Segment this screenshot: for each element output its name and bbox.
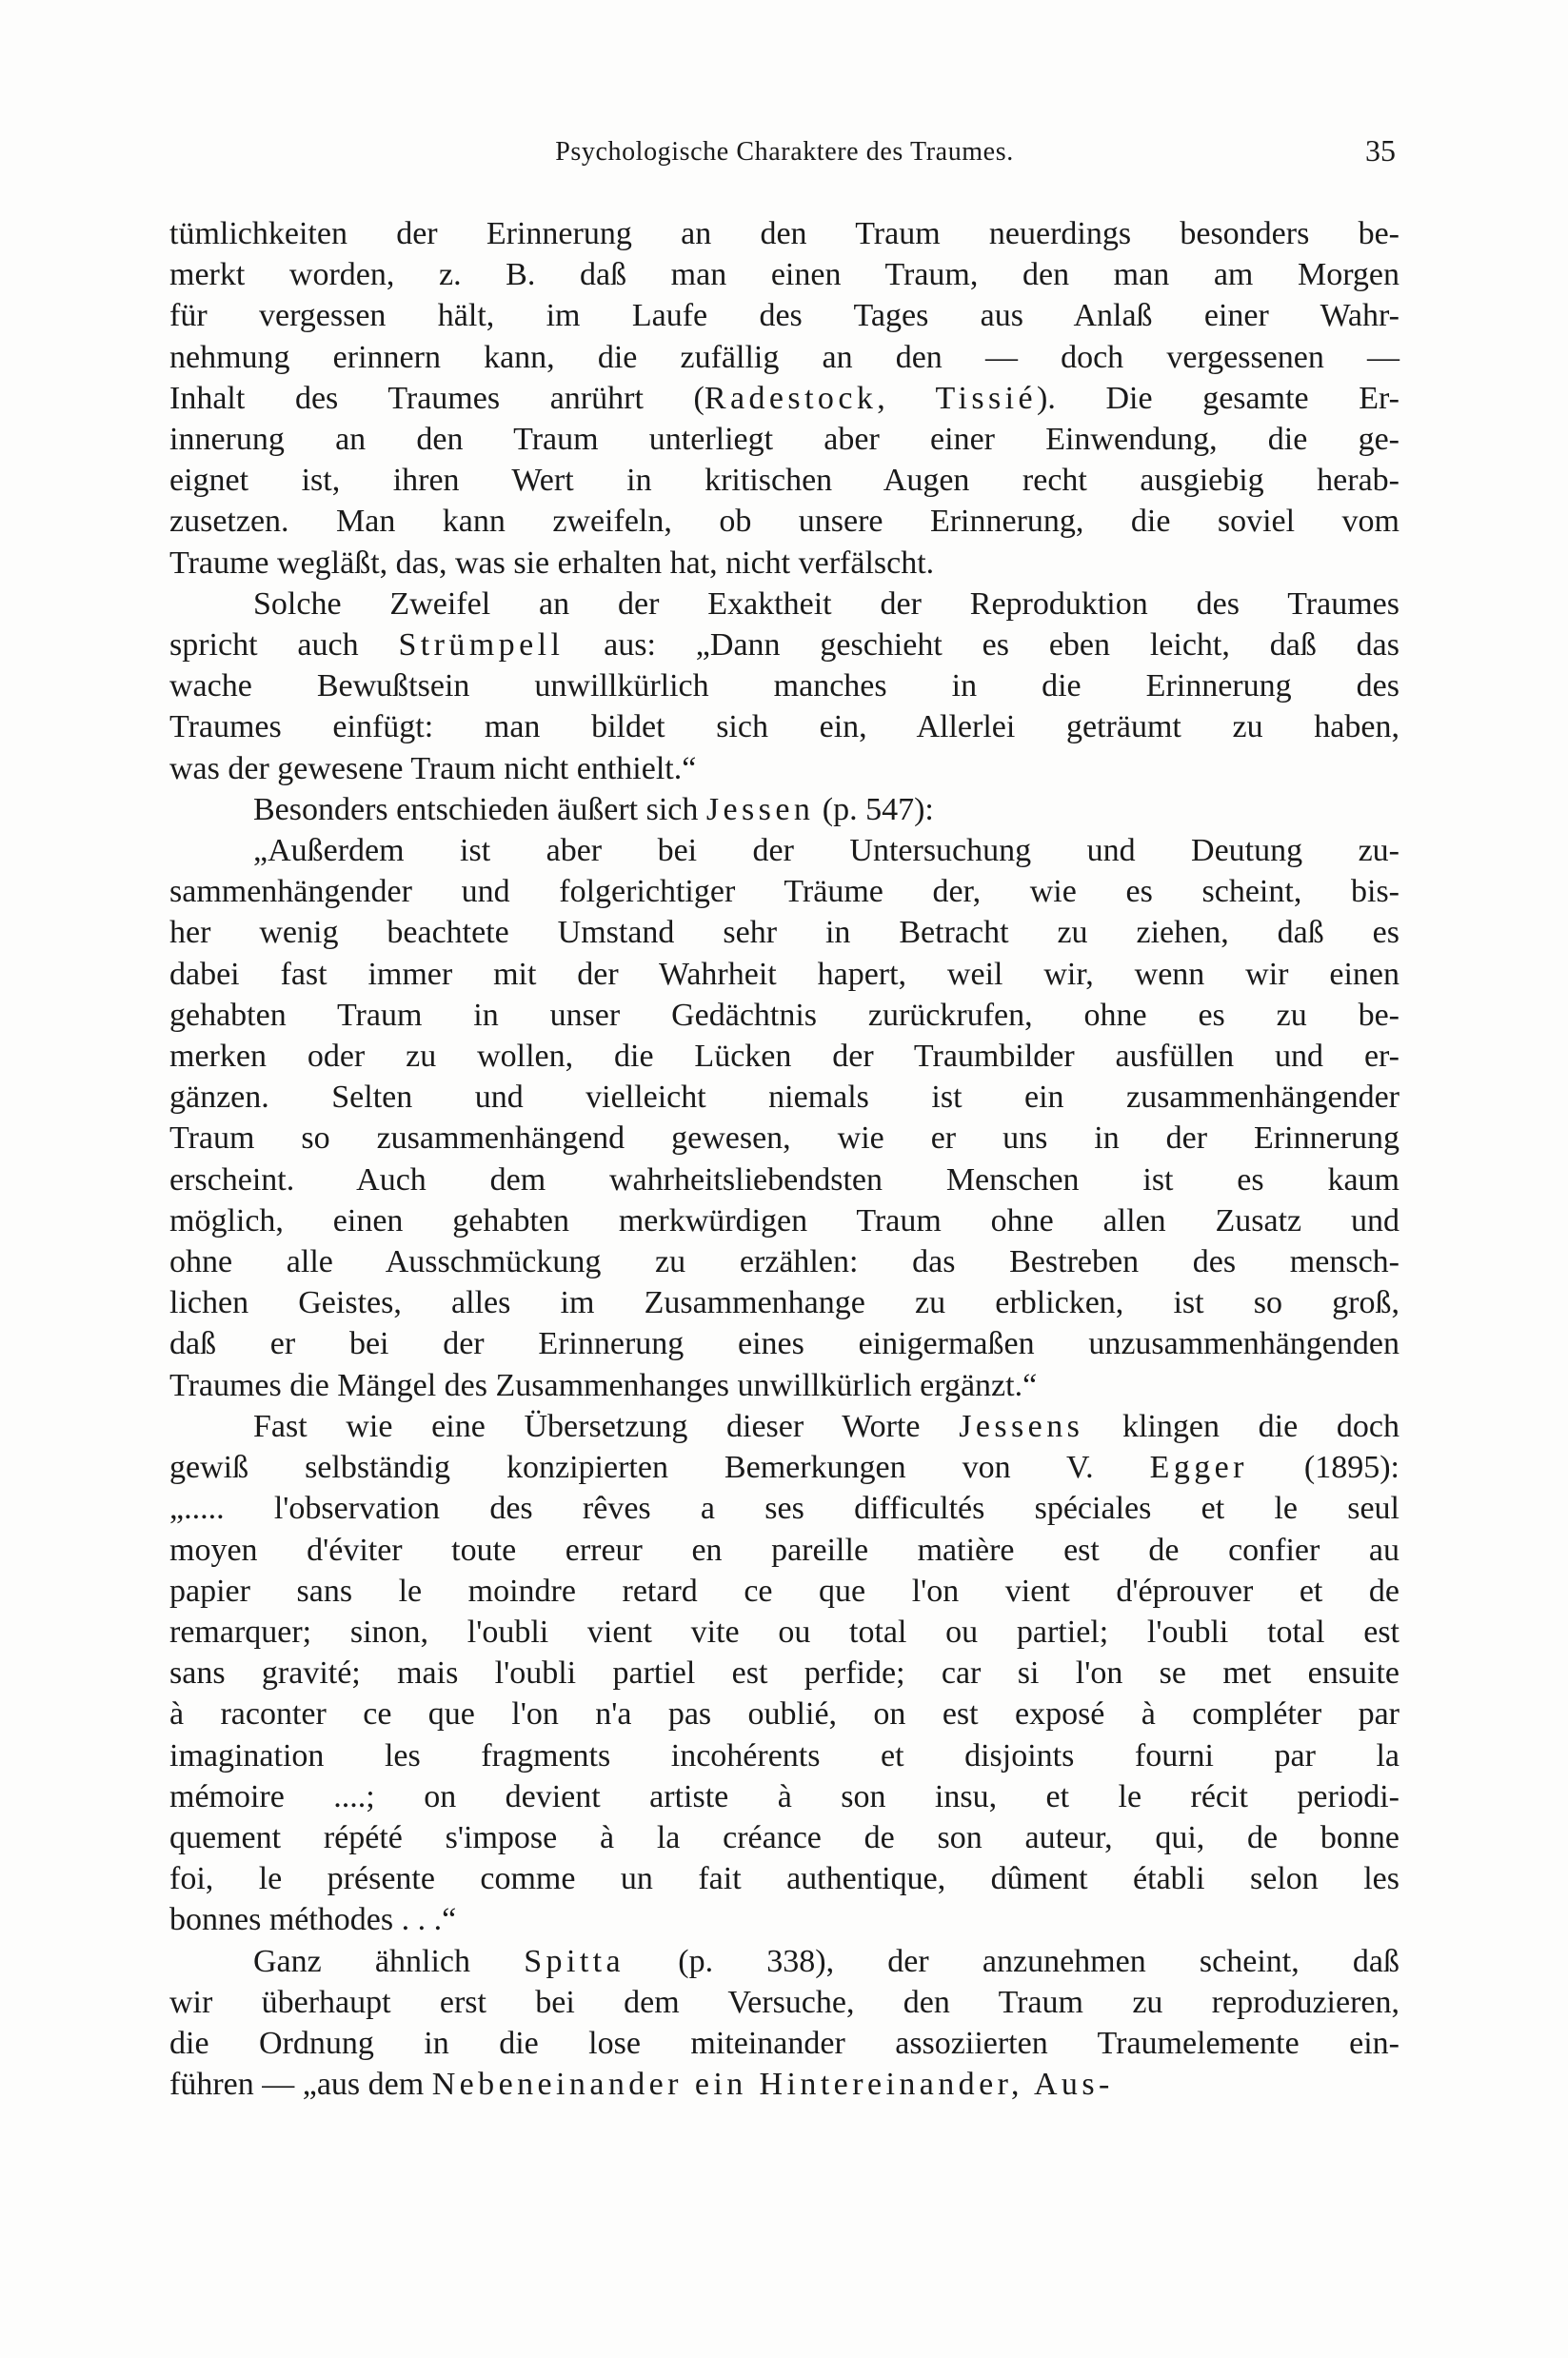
text-segment: gehabten Traum in unser Gedächtnis zurückrufen, ohne es zu be-	[169, 997, 1399, 1033]
text-segment: wir überhaupt erst bei dem Versuche, den Traum zu reproduzieren,	[169, 1984, 1399, 2020]
text-segment: für vergessen hält, im Laufe des Tages aus Anlaß einer Wahr-	[169, 298, 1399, 334]
paragraph	[169, 789, 1399, 830]
text-segment: (p. 547):	[814, 791, 934, 827]
text-segment: quement répété s'impose à la créance de son auteur, qui, de bonne	[169, 1819, 1399, 1855]
letterspaced-name: Tissié	[935, 380, 1037, 416]
text-line	[169, 706, 1399, 747]
text-line	[169, 584, 1399, 624]
text-segment: Traumes die Mängel des Zusammenhanges unwillkürlich ergänzt.“	[169, 1367, 1038, 1403]
text-line	[169, 1365, 1399, 1406]
text-segment: merken oder zu wollen, die Lücken der Traumbilder ausfüllen und er-	[169, 1039, 1399, 1075]
text-segment: Solche Zweifel an der Exaktheit der Reproduktion des Traumes	[253, 585, 1399, 622]
text-segment: erscheint. Auch dem wahrheitsliebendsten Menschen ist es kaum	[169, 1161, 1399, 1198]
running-title: Psychologische Charaktere des Traumes.	[555, 137, 1014, 167]
text-line	[169, 1200, 1399, 1241]
text-line	[169, 2023, 1399, 2064]
text-line	[169, 1077, 1399, 1118]
text-segment: (p. 338), der anzunehmen scheint, daß	[625, 1943, 1399, 1979]
page-header	[169, 133, 1399, 175]
text-segment: her wenig beachtete Umstand sehr in Betracht zu ziehen, daß es	[169, 915, 1399, 951]
text-segment: Ganz ähnlich	[253, 1943, 525, 1979]
text-line	[169, 789, 1399, 830]
text-line	[169, 1982, 1399, 2023]
letterspaced-name: Strümpell	[398, 627, 565, 664]
letterspaced-name: Egger	[1149, 1450, 1248, 1486]
text-segment: aus: „Dann geschieht es eben leicht, daß das	[564, 627, 1400, 664]
text-line	[169, 213, 1399, 254]
text-segment: bonnes méthodes . . .“	[169, 1902, 457, 1938]
text-segment: gewiß selbständig konzipierten Bemerkungen von V.	[169, 1450, 1150, 1486]
text-line	[169, 1036, 1399, 1077]
text-segment: Traum so zusammenhängend gewesen, wie er uns in der Erinnerung	[169, 1120, 1399, 1157]
text-segment: Traumes einfügt: man bildet sich ein, Allerlei geträumt zu haben,	[169, 709, 1399, 745]
text-segment: klingen die doch	[1083, 1408, 1399, 1444]
text-line	[169, 2064, 1399, 2105]
text-line	[169, 748, 1399, 789]
text-line	[169, 954, 1399, 995]
text-segment: dabei fast immer mit der Wahrheit hapert, weil wir, wenn wir einen	[169, 956, 1399, 992]
text-line	[169, 1488, 1399, 1529]
text-line	[169, 1530, 1399, 1571]
text-line	[169, 1694, 1399, 1734]
text-segment: ,	[877, 380, 936, 416]
text-segment: moyen d'éviter toute erreur en pareille matière est de confier au	[169, 1532, 1399, 1568]
text-line	[169, 1241, 1399, 1282]
text-segment: imagination les fragments incohérents et disjoints fourni par la	[169, 1737, 1399, 1773]
text-line	[169, 1447, 1399, 1488]
text-segment: mémoire ....; on devient artiste à son insu, et le récit periodi-	[169, 1778, 1399, 1814]
text-block	[169, 213, 1399, 2105]
text-line	[169, 460, 1399, 501]
text-segment: Besonders entschieden äußert sich	[253, 791, 706, 827]
text-line	[169, 1817, 1399, 1858]
text-line	[169, 1571, 1399, 1612]
text-line	[169, 1282, 1399, 1323]
text-line	[169, 1941, 1399, 1982]
text-segment: Fast wie eine Übersetzung dieser Worte	[253, 1408, 960, 1444]
text-segment: „..... l'observation des rêves a ses difficultés spéciales et le seul	[169, 1491, 1399, 1527]
text-line	[169, 1653, 1399, 1694]
paragraph	[169, 213, 1399, 584]
text-segment: ). Die gesamte Er-	[1037, 380, 1399, 416]
text-line	[169, 624, 1399, 665]
text-segment: foi, le présente comme un fait authentique, dûment établi selon les	[169, 1861, 1399, 1897]
text-line	[169, 543, 1399, 584]
text-line	[169, 295, 1399, 336]
text-segment: à raconter ce que l'on n'a pas oublié, on est exposé à compléter par	[169, 1696, 1399, 1733]
text-segment: spricht auch	[169, 627, 399, 664]
text-line	[169, 501, 1399, 542]
text-segment: sammenhängender und folgerichtiger Träume der, wie es scheint, bis-	[169, 874, 1399, 910]
text-segment: führen — „aus dem	[169, 2067, 432, 2103]
text-segment: daß er bei der Erinnerung eines einigermaßen unzusammenhängenden	[169, 1326, 1399, 1362]
text-segment: lichen Geistes, alles im Zusammenhange zu erblicken, ist so groß,	[169, 1285, 1399, 1321]
text-segment: wache Bewußtsein unwillkürlich manches in die Erinnerung des	[169, 668, 1399, 704]
text-line	[169, 1118, 1399, 1159]
text-segment: die Ordnung in die lose miteinander assoziierten Traumelemente ein-	[169, 2025, 1399, 2061]
letterspaced-name: Jessens	[959, 1408, 1084, 1444]
text-line	[169, 995, 1399, 1036]
text-segment: zusetzen. Man kann zweifeln, ob unsere Erinnerung, die soviel vom	[169, 504, 1399, 540]
paragraph	[169, 584, 1399, 789]
text-segment: gänzen. Selten und vielleicht niemals ist ein zusammenhängender	[169, 1080, 1399, 1116]
text-line	[169, 254, 1399, 295]
paragraph	[169, 1941, 1399, 2106]
letterspaced-name: Jessen	[705, 791, 815, 827]
paragraph	[169, 830, 1399, 1406]
letterspaced-name: Nebeneinander ein Hintereinander, Aus-	[431, 2067, 1114, 2103]
text-line	[169, 1612, 1399, 1653]
text-line	[169, 665, 1399, 706]
letterspaced-name: Radestock	[704, 380, 878, 416]
text-segment: „Außerdem ist aber bei der Untersuchung und Deutung zu-	[253, 833, 1399, 869]
page-number: 35	[1365, 133, 1396, 168]
paragraph	[169, 1406, 1399, 1941]
text-segment: möglich, einen gehabten merkwürdigen Traum ohne allen Zusatz und	[169, 1202, 1399, 1238]
text-segment: sans gravité; mais l'oubli partiel est perfide; car si l'on se met ensuite	[169, 1655, 1399, 1692]
text-segment: eignet ist, ihren Wert in kritischen Augen recht ausgiebig herab-	[169, 463, 1399, 499]
text-segment: papier sans le moindre retard ce que l'on vient d'éprouver et de	[169, 1573, 1399, 1609]
text-segment: tümlichkeiten der Erinnerung an den Traum neuerdings besonders be-	[169, 216, 1399, 251]
text-line	[169, 1159, 1399, 1200]
text-line	[169, 419, 1399, 460]
text-line	[169, 871, 1399, 912]
text-line	[169, 378, 1399, 419]
text-segment: (1895):	[1247, 1450, 1399, 1486]
text-segment: merkt worden, z. B. daß man einen Traum, den man am Morgen	[169, 257, 1399, 293]
text-line	[169, 1858, 1399, 1899]
text-segment: Inhalt des Traumes anrührt (	[169, 380, 705, 416]
text-line	[169, 1776, 1399, 1817]
text-line	[169, 912, 1399, 953]
text-line	[169, 1406, 1399, 1447]
text-line	[169, 1899, 1399, 1940]
text-line	[169, 337, 1399, 378]
text-segment: was der gewesene Traum nicht enthielt.“	[169, 750, 697, 786]
text-segment: nehmung erinnern kann, die zufällig an den — doch vergessenen —	[169, 339, 1399, 375]
text-line	[169, 830, 1399, 871]
letterspaced-name: Spitta	[524, 1943, 625, 1979]
text-line	[169, 1735, 1399, 1776]
text-line	[169, 1323, 1399, 1364]
text-segment: Traume wegläßt, das, was sie erhalten hat, nicht verfälscht.	[169, 545, 935, 581]
text-segment: remarquer; sinon, l'oubli vient vite ou total ou partiel; l'oubli total est	[169, 1614, 1399, 1650]
text-segment: ohne alle Ausschmückung zu erzählen: das Bestreben des mensch-	[169, 1244, 1399, 1280]
text-segment: innerung an den Traum unterliegt aber einer Einwendung, die ge-	[169, 422, 1399, 458]
